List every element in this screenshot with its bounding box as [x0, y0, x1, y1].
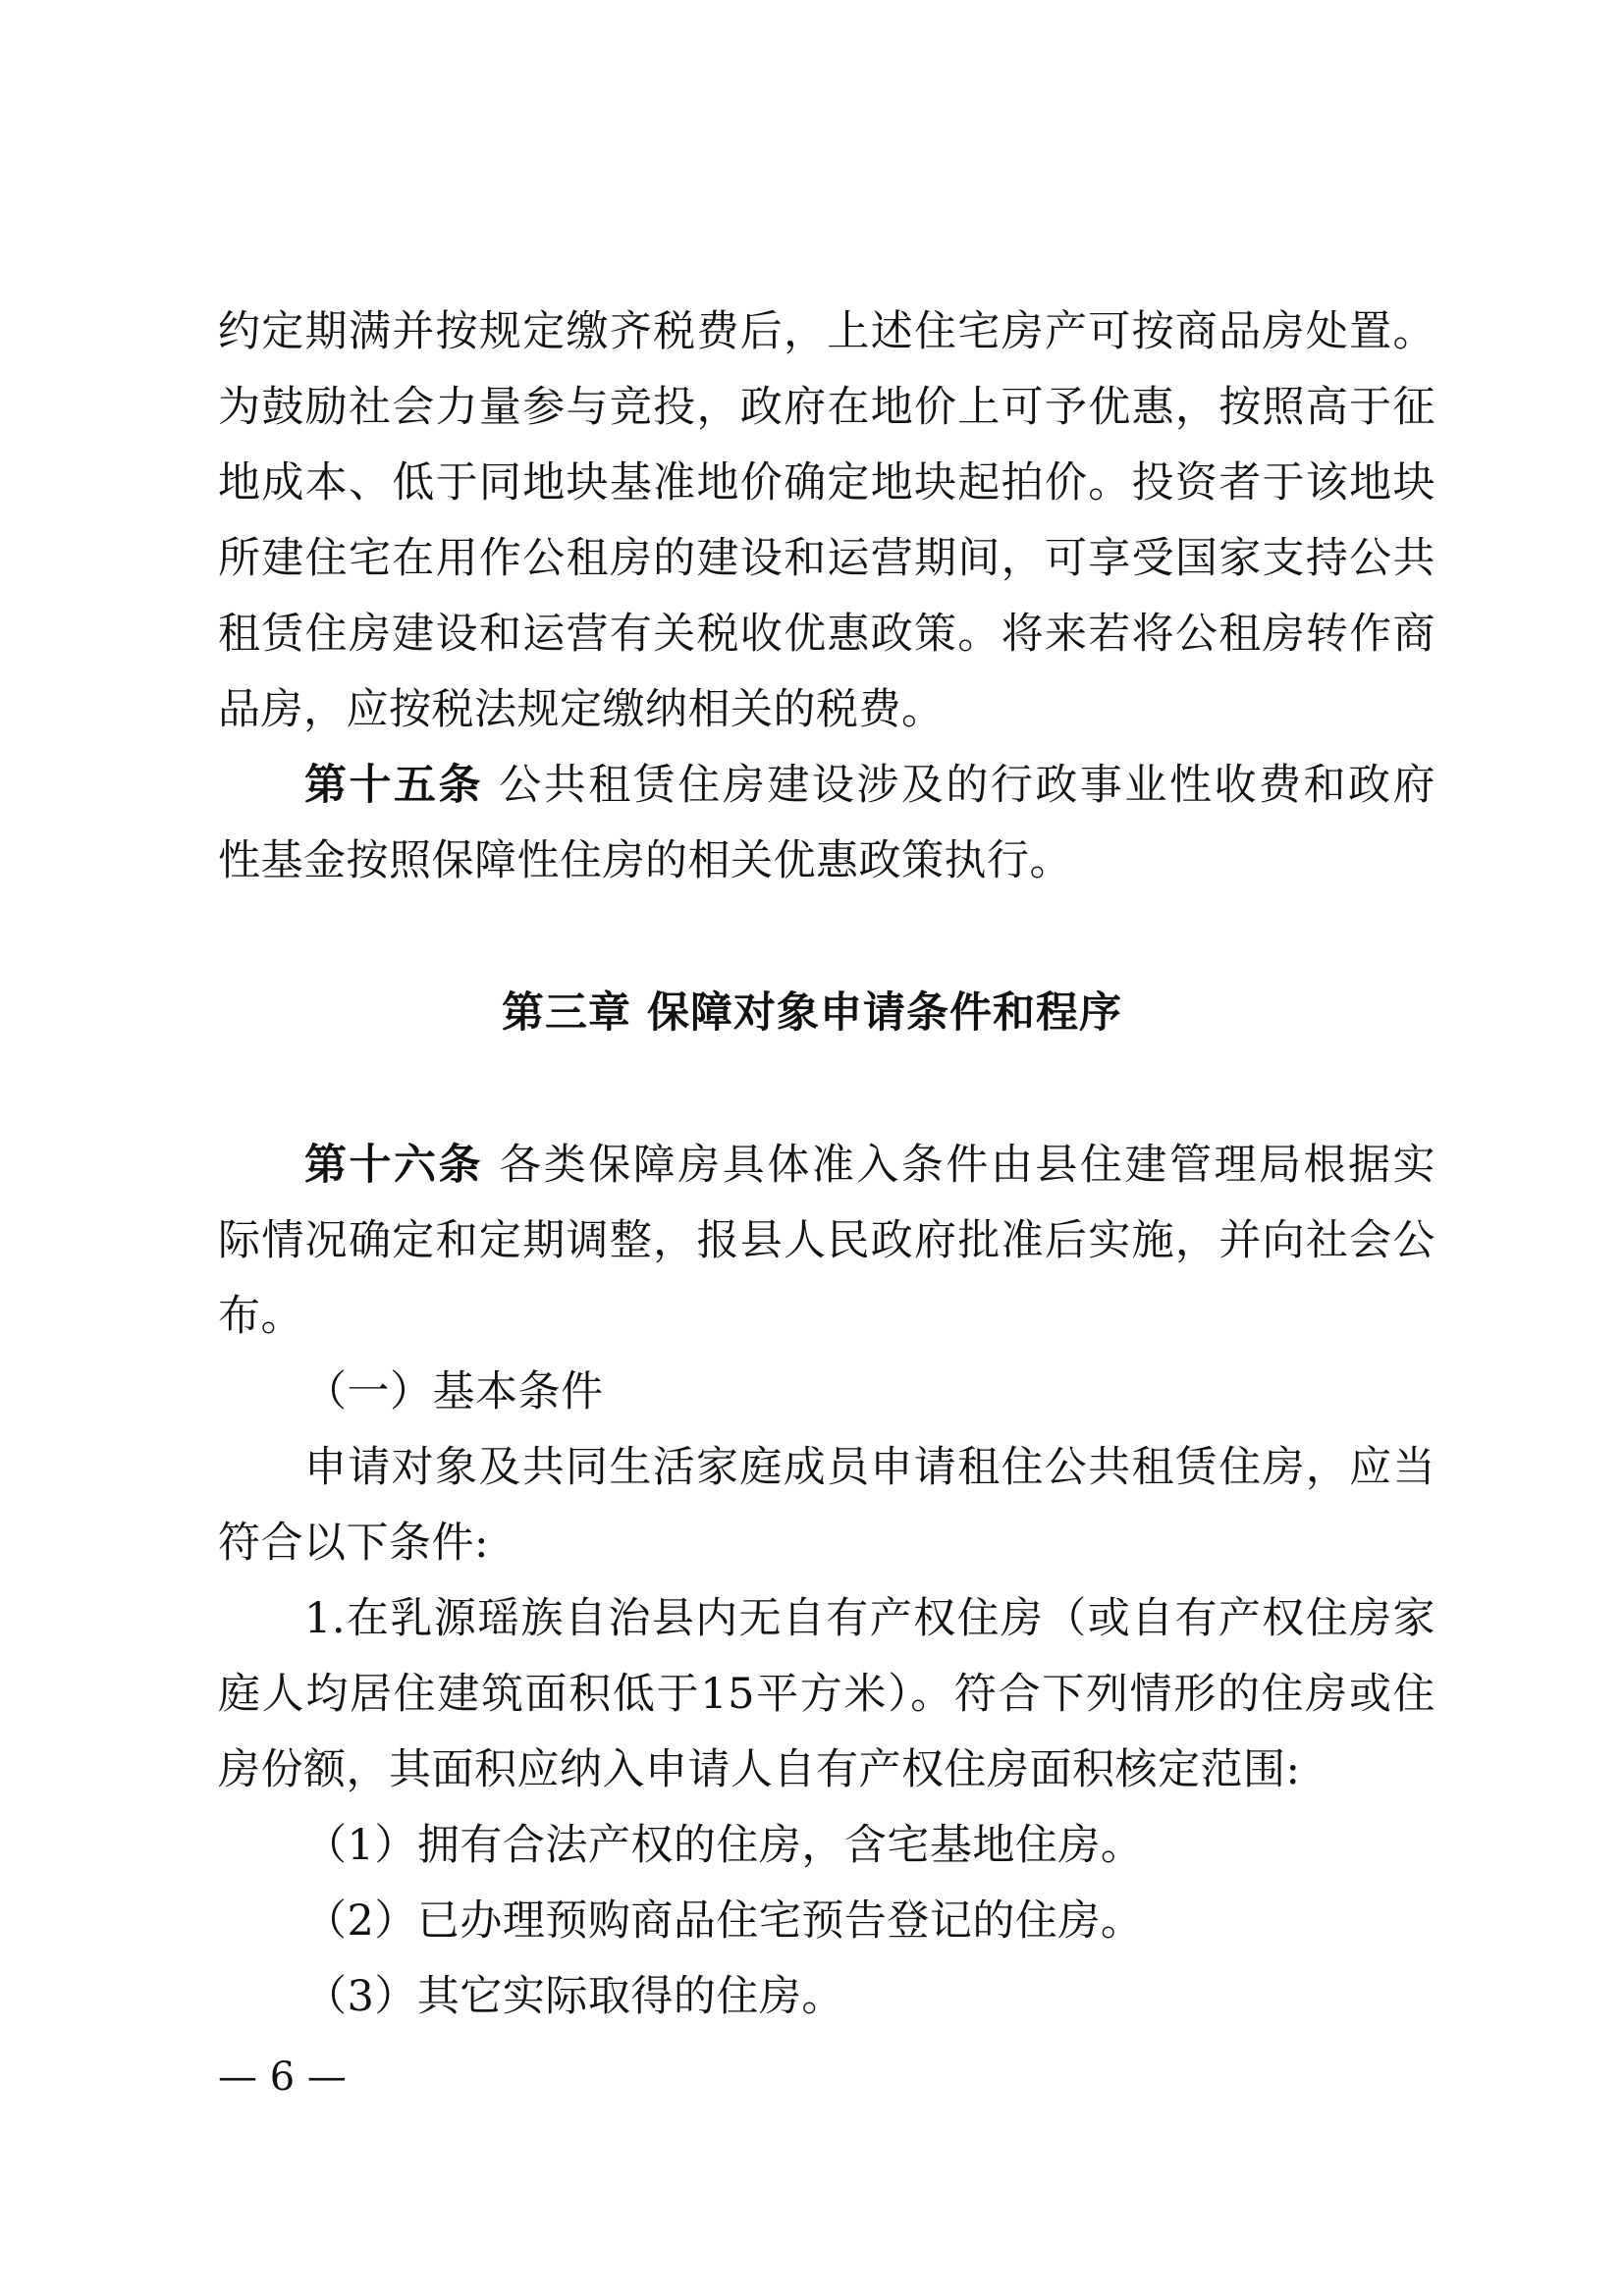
list-item-1-line-3: 房份额，其面积应纳入申请人自有产权住房面积核定范围:: [218, 1745, 1301, 1794]
paragraph-line: 为鼓励社会力量参与竞投，政府在地价上可予优惠，按照高于征: [218, 383, 1435, 432]
paragraph-line: 约定期满并按规定缴齐税费后，上述住宅房产可按商品房处置。: [218, 307, 1435, 356]
sub-item-3: （3）其它实际取得的住房。: [304, 1972, 844, 2021]
paragraph-line: 品房，应按税法规定缴纳相关的税费。: [218, 685, 945, 734]
article-16-line-3: 布。: [218, 1292, 303, 1341]
article-16-text: 各类保障房具体准入条件由县住建管理局根据实: [499, 1141, 1436, 1190]
list-item-1-line-1: 1.在乳源瑶族自治县内无自有产权住房（或自有产权住房家: [304, 1594, 1435, 1643]
article-15-line-1: [304, 756, 1435, 815]
paragraph-line: 符合以下条件:: [218, 1519, 489, 1568]
list-item-1-line-2: 庭人均居住建筑面积低于15平方米）。符合下列情形的住房或住: [218, 1670, 1435, 1719]
section-heading-basic-conditions: （一）基本条件: [304, 1367, 604, 1416]
paragraph-line: 所建住宅在用作公租房的建设和运营期间，可享受国家支持公共: [218, 534, 1435, 583]
article-16-line-2: 际情况确定和定期调整，报县人民政府批准后实施，并向社会公: [218, 1216, 1435, 1265]
sub-item-1: （1）拥有合法产权的住房，含宅基地住房。: [304, 1821, 1144, 1870]
article-16-heading: 第十六条: [304, 1141, 484, 1190]
chapter-title: 第三章 保障对象申请条件和程序: [502, 988, 1122, 1038]
article-15-text: 公共租赁住房建设涉及的行政事业性收费和政府: [499, 761, 1436, 810]
paragraph-line: 租赁住房建设和运营有关税收优惠政策。将来若将公租房转作商: [218, 610, 1435, 659]
article-16-line-1: [304, 1136, 1435, 1195]
sub-item-2: （2）已办理预购商品住宅预告登记的住房。: [304, 1896, 1144, 1946]
paragraph-line: 地成本、低于同地块基准地价确定地块起拍价。投资者于该地块: [218, 458, 1435, 507]
paragraph-line: 申请对象及共同生活家庭成员申请租住公共租赁住房，应当: [304, 1443, 1435, 1492]
article-15-line-2: 性基金按照保障性住房的相关优惠政策执行。: [218, 836, 1072, 885]
article-15-heading: 第十五条: [304, 761, 484, 810]
page-number: — 6 —: [218, 2055, 347, 2100]
